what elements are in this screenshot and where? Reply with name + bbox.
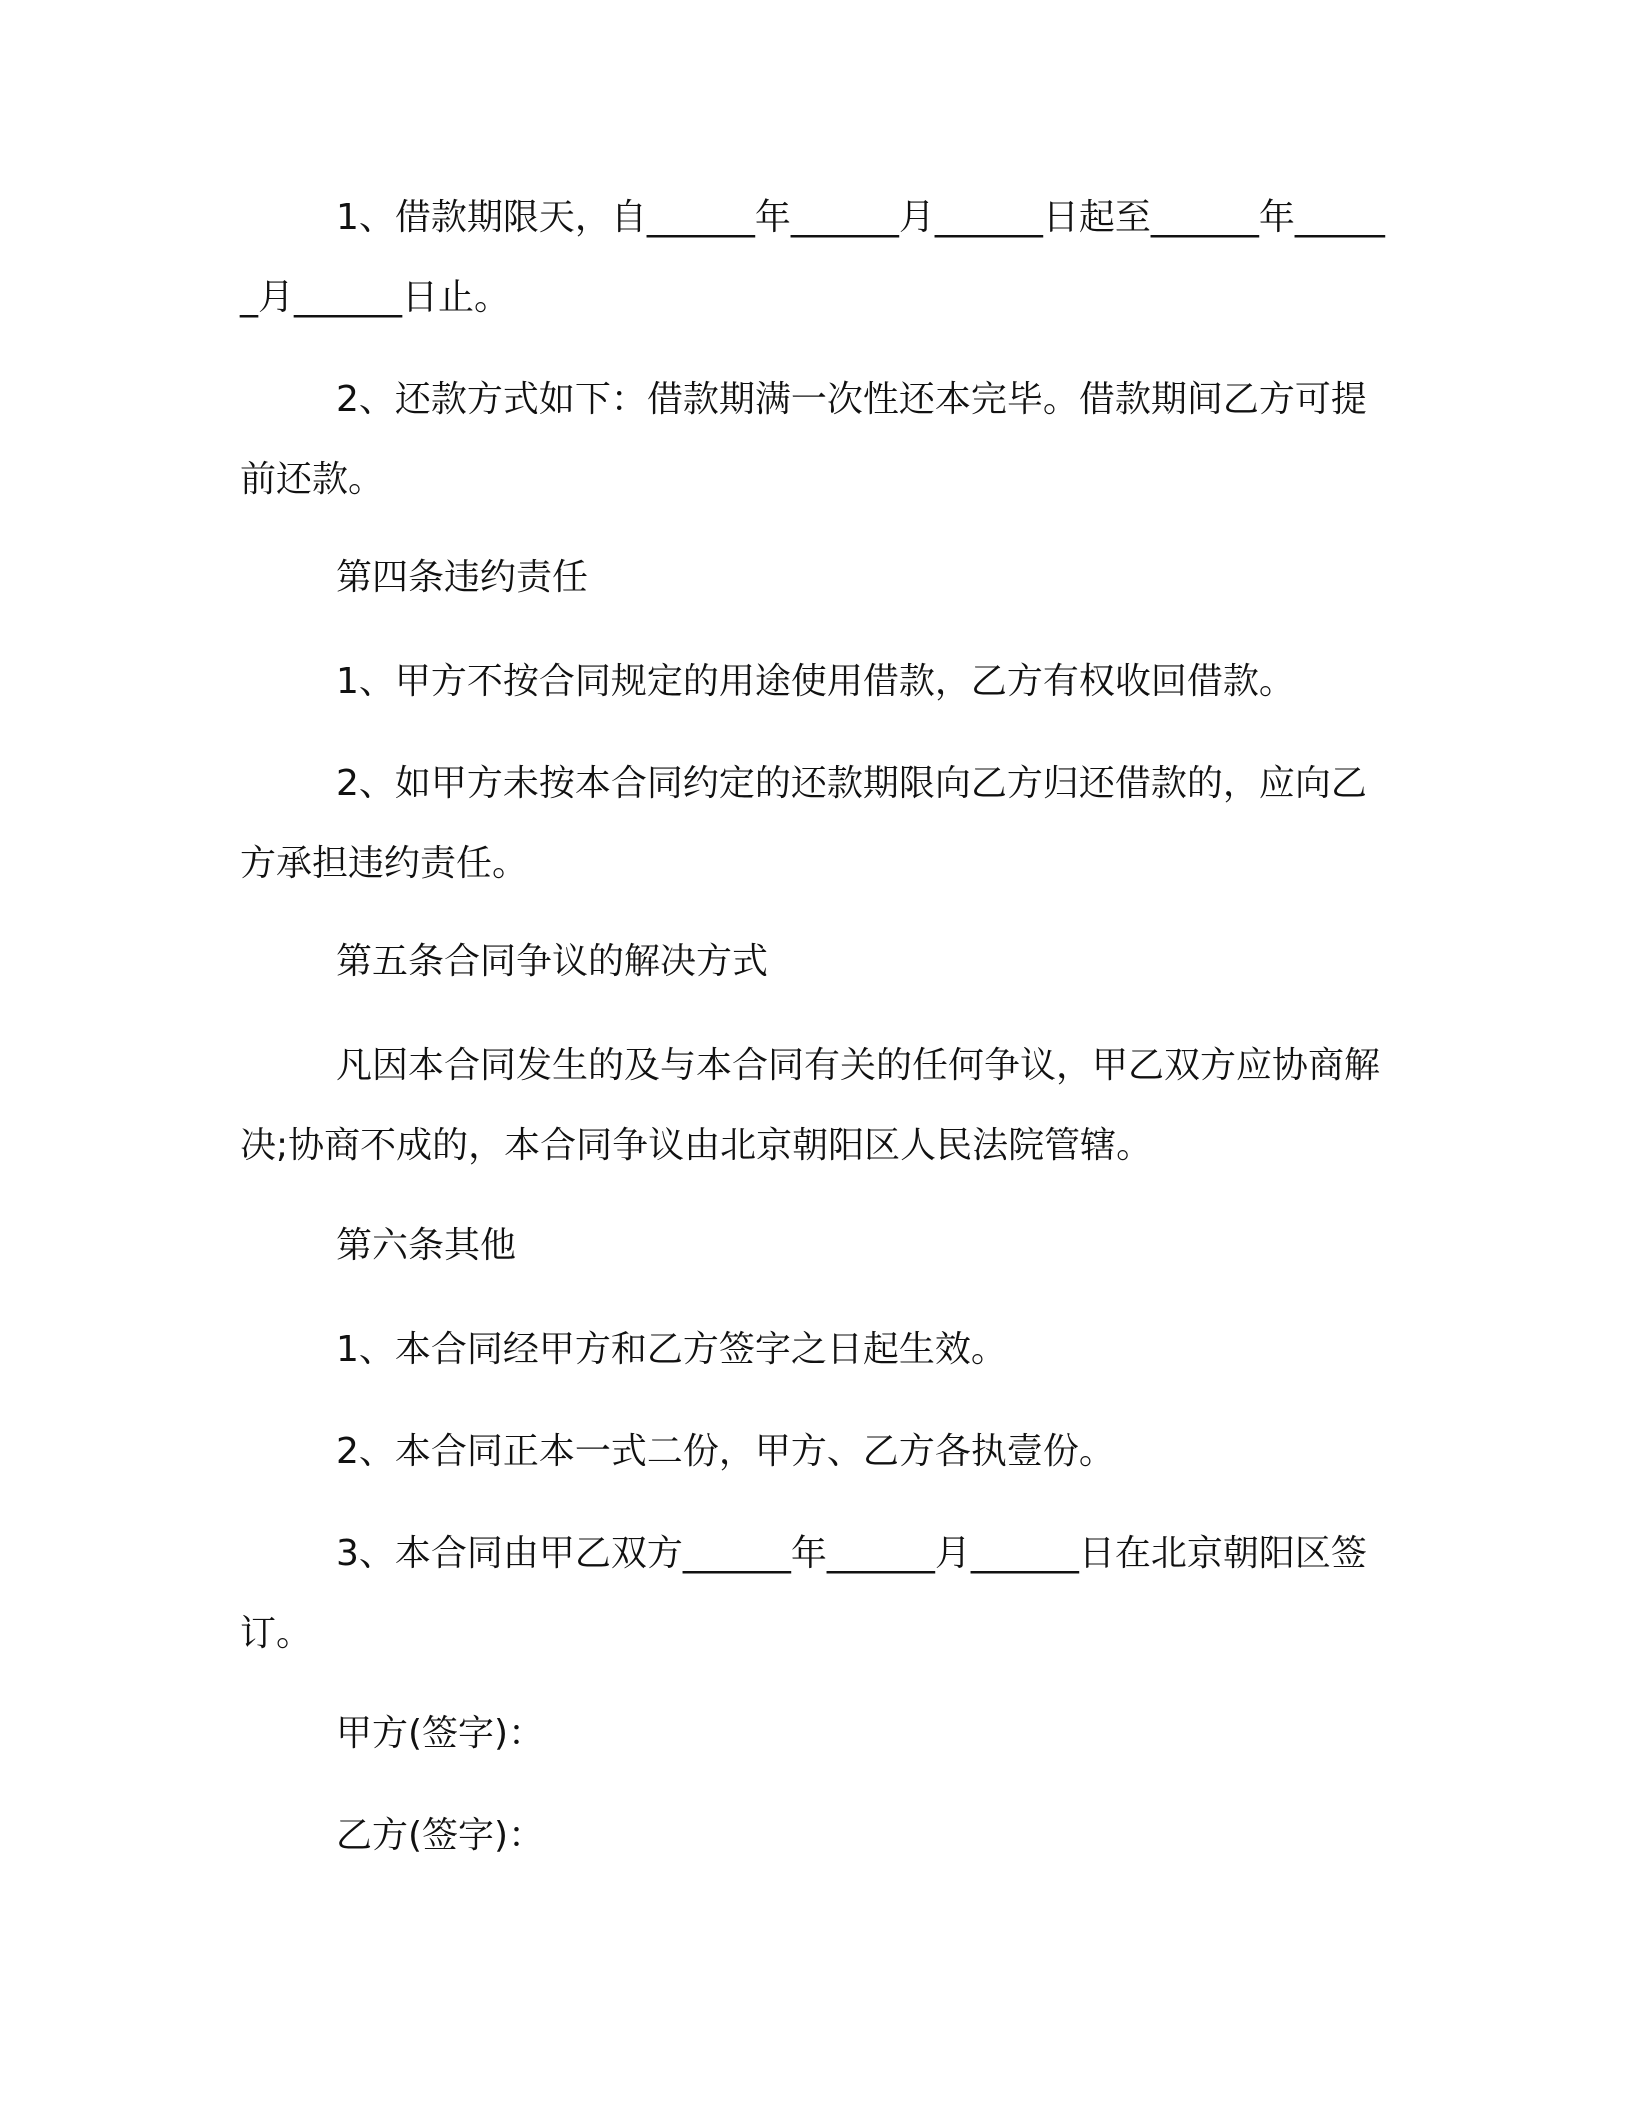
article-5-heading: 第五条合同争议的解决方式 <box>336 941 769 982</box>
clause-effective-paragraph: 1、本合同经甲方和乙方签字之日起生效。 <box>336 1329 1007 1370</box>
party-a-signature-line: 甲方(签字)： <box>336 1713 545 1754</box>
article-6-heading: 第六条其他 <box>336 1225 517 1266</box>
dispute-resolution-paragraph: 凡因本合同发生的及与本合同有关的任何争议，甲乙双方应协商解决;协商不成的，本合同争议由北京朝阳区人民法院管辖。 <box>240 1045 1381 1166</box>
clause-term-paragraph: 1、借款期限天，自______年______月______日起至______年______月______日止。 <box>240 197 1385 318</box>
clause-misuse-paragraph: 1、甲方不按合同规定的用途使用借款，乙方有权收回借款。 <box>336 661 1295 702</box>
article-4-heading: 第四条违约责任 <box>336 557 589 598</box>
clause-repayment-paragraph: 2、还款方式如下：借款期满一次性还本完毕。借款期间乙方可提前还款。 <box>240 379 1367 500</box>
clause-signing-paragraph: 3、本合同由甲乙双方______年______月______日在北京朝阳区签订。 <box>240 1533 1367 1654</box>
party-b-signature-line: 乙方(签字)： <box>336 1815 545 1856</box>
clause-late-repayment-paragraph: 2、如甲方未按本合同约定的还款期限向乙方归还借款的，应向乙方承担违约责任。 <box>240 763 1367 884</box>
clause-copies-paragraph: 2、本合同正本一式二份，甲方、乙方各执壹份。 <box>336 1431 1115 1472</box>
